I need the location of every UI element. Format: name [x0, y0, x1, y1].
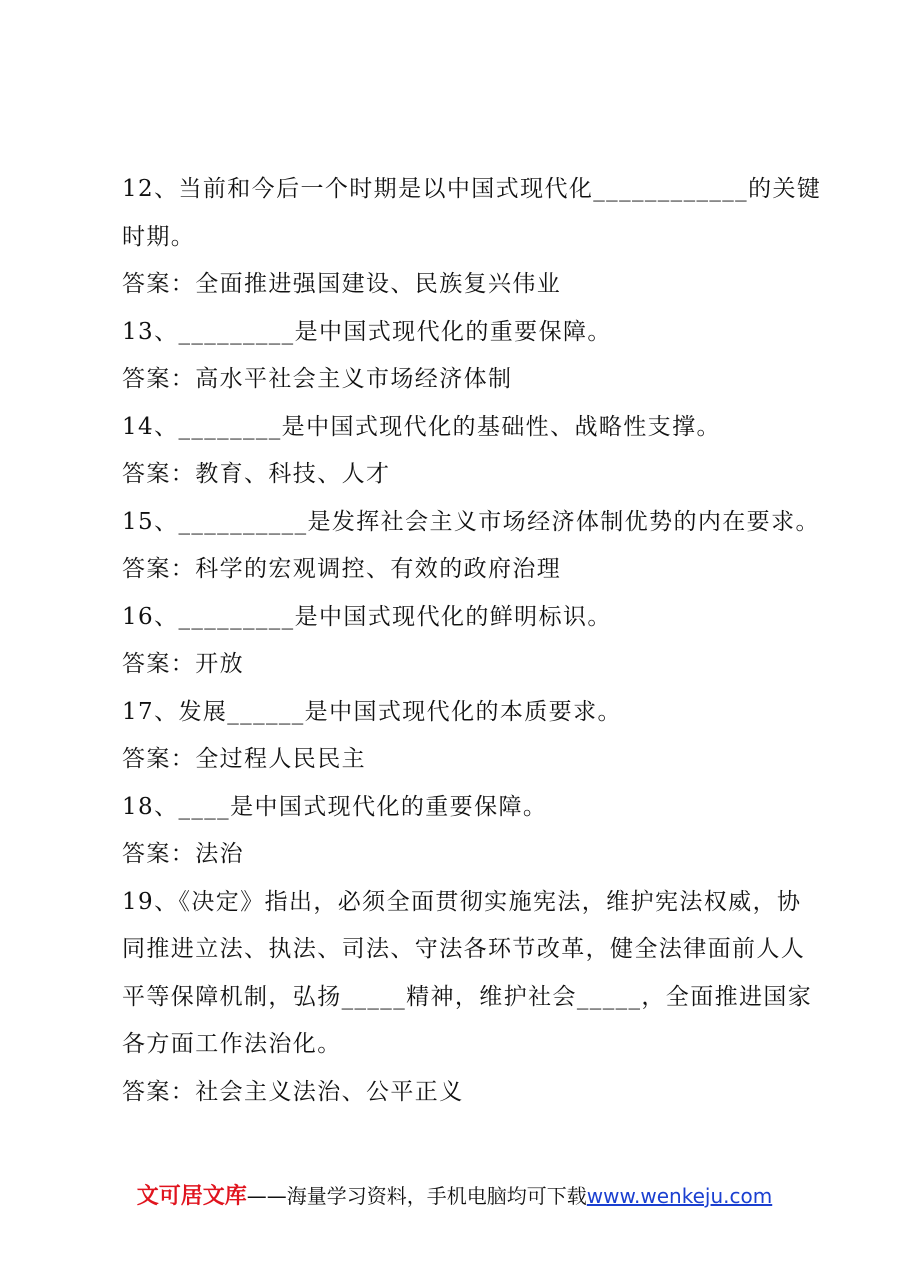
question-12-line-2: 时期。 — [122, 223, 196, 250]
question-18: 18、____是中国式现代化的重要保障。 — [122, 793, 548, 820]
answer-16: 答案：开放 — [122, 651, 244, 677]
answer-17: 答案：全过程人民民主 — [122, 746, 366, 772]
website-link[interactable]: www.wenkeju.com — [586, 1184, 773, 1208]
answer-12: 答案：全面推进强国建设、民族复兴伟业 — [122, 271, 562, 297]
question-17: 17、发展______是中国式现代化的本质要求。 — [122, 698, 622, 725]
question-16: 16、_________是中国式现代化的鲜明标识。 — [122, 603, 612, 630]
page-footer — [0, 1180, 909, 1213]
answer-19: 答案：社会主义法治、公平正义 — [122, 1078, 464, 1105]
answer-14: 答案：教育、科技、人才 — [122, 461, 391, 487]
answer-15: 答案：科学的宏观调控、有效的政府治理 — [122, 556, 562, 582]
question-19-line-2: 同推进立法、执法、司法、守法各环节改革，健全法律面前人人 — [122, 936, 806, 962]
question-19-line-3: 平等保障机制，弘扬_____精神，维护社会_____，全面推进国家 — [122, 983, 813, 1010]
answer-18: 答案：法治 — [122, 841, 244, 867]
question-15: 15、__________是发挥社会主义市场经济体制优势的内在要求。 — [122, 508, 820, 535]
answer-13: 答案：高水平社会主义市场经济体制 — [122, 366, 513, 392]
footer-slogan: ——海量学习资料，手机电脑均可下载 — [246, 1184, 587, 1208]
question-12-line-1: 12、当前和今后一个时期是以中国式现代化____________的关键 — [122, 176, 822, 202]
question-13: 13、_________是中国式现代化的重要保障。 — [122, 318, 612, 345]
question-14: 14、________是中国式现代化的基础性、战略性支撑。 — [122, 413, 721, 440]
brand-name: 文可居文库 — [136, 1184, 247, 1209]
question-19-line-1: 19、《决定》指出，必须全面贯彻实施宪法，维护宪法权威，协 — [122, 888, 802, 915]
document-body — [122, 166, 822, 1116]
question-19-line-4: 各方面工作法治化。 — [122, 1031, 342, 1057]
